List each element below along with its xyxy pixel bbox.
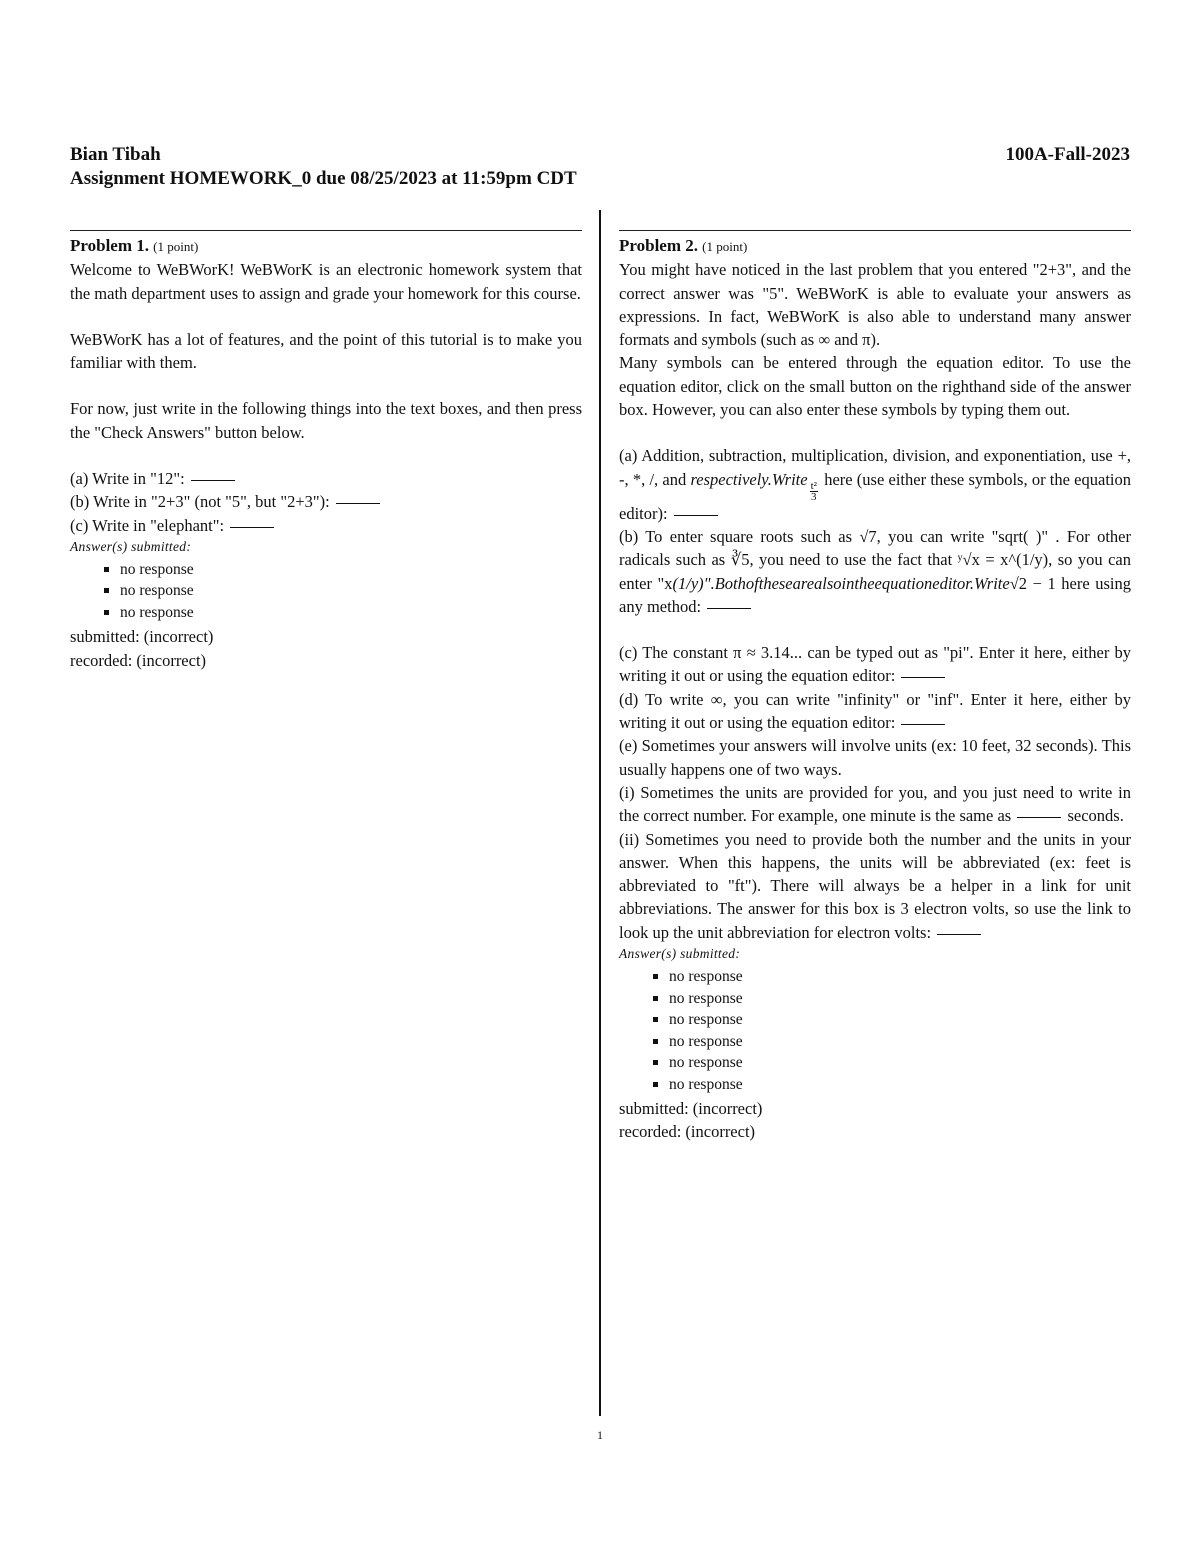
answer-blank-2e-i[interactable]: [1017, 817, 1061, 818]
problem-2-points: (1 point): [702, 239, 748, 254]
list-item: no response: [120, 602, 582, 624]
problem-2-answers-heading: Answer(s) submitted:: [619, 946, 741, 962]
problem-1-features: WeBWorK has a lot of features, and the point of this tutorial is to make you familiar with them.: [70, 329, 582, 373]
list-item: no response: [669, 966, 1131, 988]
problem-1-part-a: (a) Write in "12":: [70, 467, 582, 490]
list-item: no response: [669, 1009, 1131, 1031]
problem-1-response-list: [70, 559, 582, 624]
column-divider: [599, 210, 601, 1416]
problem-2-recorded: recorded: (incorrect): [619, 1122, 756, 1142]
problem-2-title: Problem 2.: [619, 236, 699, 255]
problem-1-instructions: For now, just write in the following things into the text boxes, and then press the "Check Answers" button below.: [70, 399, 582, 442]
problem-1: [70, 230, 582, 672]
problem-2: [619, 230, 1131, 1144]
problem-1-part-b: (b) Write in "2+3" (not "5", but "2+3"):: [70, 490, 582, 513]
list-item: no response: [669, 1074, 1131, 1096]
problem-2-part-c: (c) The constant π ≈ 3.14... can be typed out as "pi". Enter it here, either by writing it out or using the equation editor:: [619, 643, 1131, 686]
answer-blank-2e-ii[interactable]: [937, 934, 981, 935]
problem-1-answers-heading: Answer(s) submitted:: [70, 538, 192, 554]
fraction: $\frac{\text{t²}}{3}$: [810, 479, 817, 503]
answer-blank-2d[interactable]: [901, 724, 945, 725]
problem-1-intro: Welcome to WeBWorK! WeBWorK is an electronic homework system that the math department uses to assign and grade your homework for this course.: [70, 260, 582, 303]
problem-1-points: (1 point): [153, 239, 199, 254]
list-item: no response: [669, 1031, 1131, 1053]
list-item: no response: [669, 988, 1131, 1010]
problem-2-part-b: (b) To enter square roots such as √7, you can write "sqrt( )" . For other radicals such as ∛5, you need to use the fact that ʸ√x = x^(1/y), so you can enter "x(1/y)".Bothofthesearealsointheequationeditor.Write√2 − 1 here using any method:: [619, 526, 1131, 616]
problem-2-editor: Many symbols can be entered through the equation editor. To use the equation editor, click on the small button on the righthand side of the answer box. However, you can also enter these symbols by typing them out.: [619, 353, 1131, 420]
page-number: 1: [597, 1428, 603, 1442]
list-item: no response: [120, 559, 582, 581]
page-header: [70, 143, 1130, 191]
list-item: no response: [669, 1052, 1131, 1074]
problem-1-title: Problem 1.: [70, 236, 150, 255]
assignment-title: Assignment HOMEWORK_0 due 08/25/2023 at 11:59pm CDT: [70, 168, 577, 189]
course-name: 100A-Fall-2023: [1005, 144, 1130, 165]
answer-blank-1a[interactable]: [191, 480, 235, 481]
problem-1-recorded: recorded: (incorrect): [70, 650, 207, 670]
problem-2-part-a: (a) Addition, subtraction, multiplication, division, and exponentiation, use +, -, *, /, and respectively.Write $\frac{\text{t²}}{3}$ here (use either these symbols, or the equation editor):: [619, 446, 1131, 523]
problem-2-part-d: (d) To write ∞, you can write "infinity" or "inf". Enter it here, either by writing it out or using the equation editor:: [619, 689, 1131, 733]
problem-1-part-c: (c) Write in "elephant":: [70, 514, 582, 537]
problem-2-rule: [619, 230, 1131, 231]
problem-1-submitted: submitted: (incorrect): [70, 627, 214, 647]
student-name: Bian Tibah: [70, 144, 161, 165]
problem-2-part-i: (i) Sometimes the units are provided for you, and you just need to write in the correct number. For example, one minute is the same as seconds.: [619, 782, 1131, 826]
answer-blank-2b[interactable]: [707, 608, 751, 609]
problem-2-intro: You might have noticed in the last problem that you entered "2+3", and the correct answer was "5". WeBWorK is able to evaluate your answers as expressions. In fact, WeBWorK is also able to understand many answer formats and symbols (such as ∞ and π).: [619, 260, 1131, 350]
problem-2-submitted: submitted: (incorrect): [619, 1099, 763, 1119]
answer-blank-1c[interactable]: [230, 527, 274, 528]
answer-blank-2c[interactable]: [901, 677, 945, 678]
problem-2-part-e: (e) Sometimes your answers will involve units (ex: 10 feet, 32 seconds). This usually happens one of two ways.: [619, 736, 1131, 779]
answer-blank-2a[interactable]: [674, 515, 718, 516]
problem-2-response-list: [619, 966, 1131, 1095]
answer-blank-1b[interactable]: [336, 503, 380, 504]
problem-1-rule: [70, 230, 582, 231]
list-item: no response: [120, 580, 582, 602]
problem-2-part-ii: (ii) Sometimes you need to provide both the number and the units in your answer. When this happens, the units will be abbreviated (ex: feet is abbreviated to "ft"). There will always be a helper in a link for unit abbreviations. The answer for this box is 3 electron volts, so use the link to look up the unit abbreviation for electron volts:: [619, 829, 1131, 942]
